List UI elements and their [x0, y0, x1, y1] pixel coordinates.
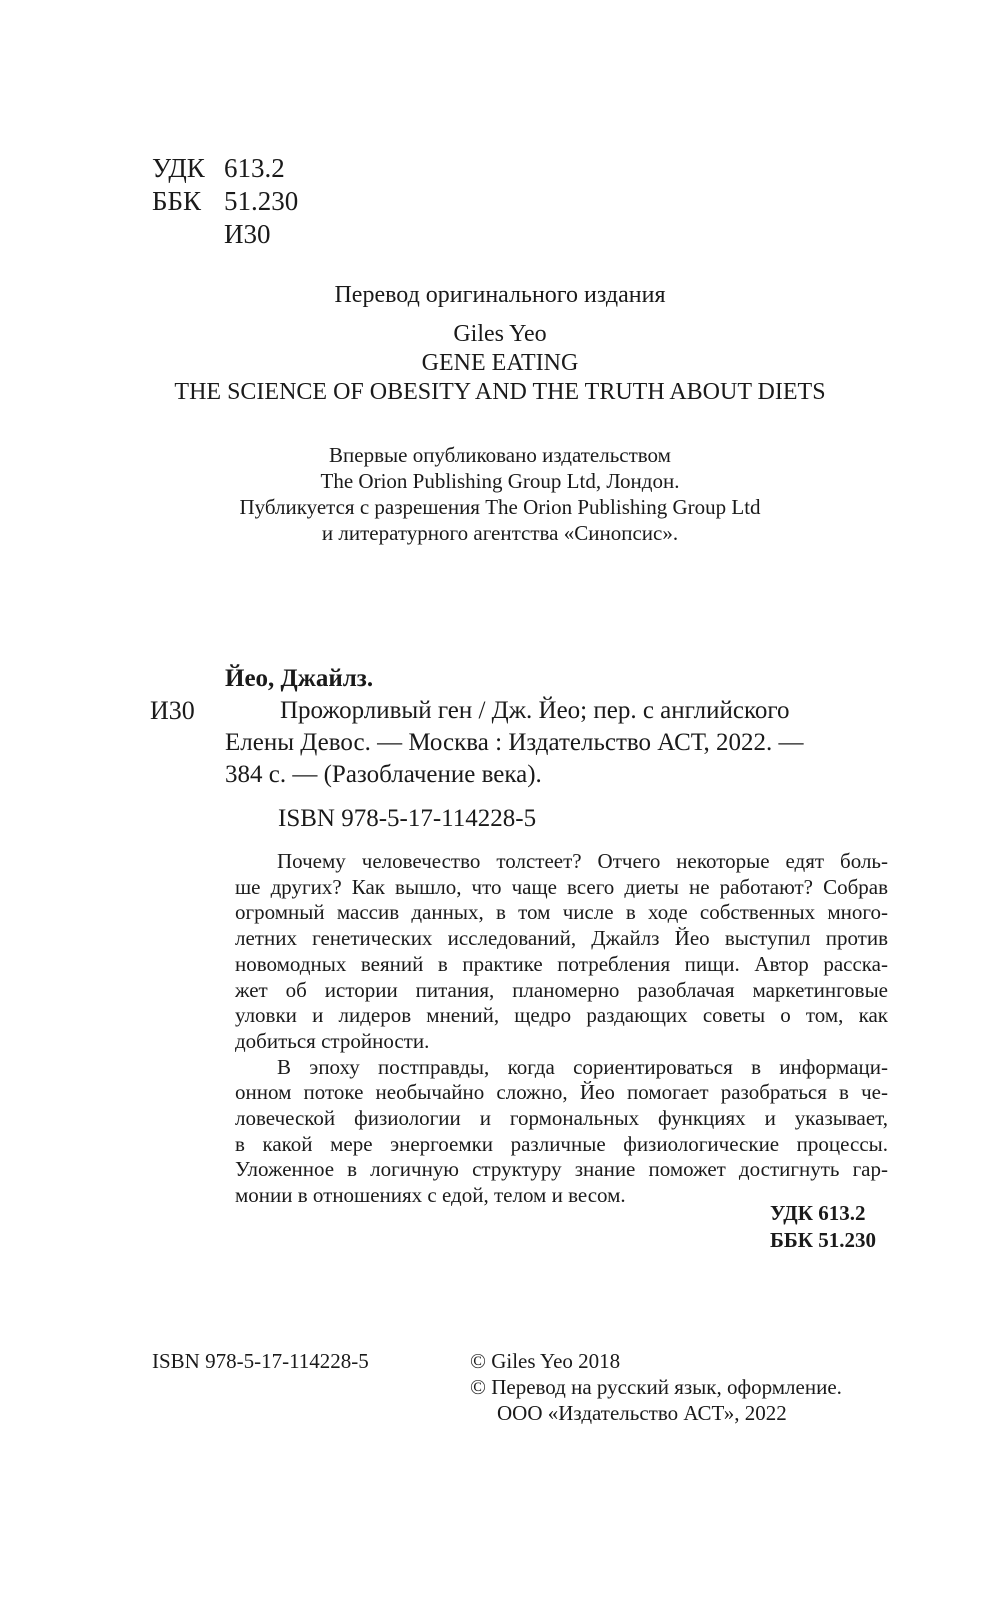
publication-note-line: Впервые опубликовано издательством — [329, 443, 671, 467]
annotation-line: добиться стройности. — [235, 1028, 430, 1053]
annotation-line: ловеческой физиологии и гормональных функциях и указывает, — [235, 1106, 888, 1131]
annotation-line: уловки и лидеров мнений, щедро раздающих советы о том, как — [235, 1003, 888, 1028]
original-subtitle: THE SCIENCE OF OBESITY AND THE TRUTH ABOUT DIETS — [174, 379, 826, 405]
annotation-line: ше других? Как вышло, что чаще всего диеты не работают? Собрав — [235, 874, 888, 899]
original-title: GENE EATING — [421, 350, 579, 376]
annotation — [235, 849, 888, 1209]
catalog-isbn: ISBN 978-5-17-114228-5 — [278, 805, 537, 832]
bbk-label: ББК — [152, 186, 202, 216]
publication-note-line: и литературного агентства «Синопсис». — [321, 521, 679, 545]
classification-block — [152, 152, 298, 251]
annotation-line: В эпоху постправды, когда сориентироваться в информаци- — [277, 1054, 888, 1079]
udk-value: 613.2 — [224, 153, 285, 183]
author-mark: И30 — [224, 219, 271, 249]
catalog-entry-line: 384 с. — (Разоблачение века). — [225, 761, 542, 788]
catalog-author-heading: Йео, Джайлз. — [225, 665, 374, 692]
annotation-line: монии в отношениях с едой, телом и весом. — [235, 1183, 626, 1208]
copyright-original: © Giles Yeo 2018 — [470, 1349, 621, 1373]
annotation-line: летних генетических исследований, Джайлз Йео выступил против — [235, 926, 888, 951]
bbk-value: 51.230 — [224, 186, 299, 216]
closing-bbk: ББК 51.230 — [770, 1228, 876, 1252]
catalog-entry-line: Прожорливый ген / Дж. Йео; пер. с английского — [280, 697, 790, 724]
original-edition-heading: Перевод оригинального издания — [334, 282, 666, 308]
annotation-line: Уложенное в логичную структуру знание поможет достигнуть гар- — [235, 1157, 888, 1182]
copyright-publisher: ООО «Издательство АСТ», 2022 — [497, 1401, 787, 1425]
original-author: Giles Yeo — [453, 321, 547, 347]
closing-udk: УДК 613.2 — [770, 1201, 866, 1225]
copyright-translation: © Перевод на русский язык, оформление. — [470, 1375, 842, 1399]
footer-isbn: ISBN 978-5-17-114228-5 — [152, 1349, 369, 1373]
catalog-entry-line: Елены Девос. — Москва : Издательство АСТ, 2022. — — [225, 729, 804, 756]
udk-label: УДК — [152, 153, 205, 183]
annotation-line: огромный массив данных, в том числе в ходе собственных много- — [235, 900, 888, 925]
publication-note-line: The Orion Publishing Group Ltd, Лондон. — [320, 469, 680, 493]
annotation-line: в какой мере энергоемки различные физиологические процессы. — [235, 1131, 888, 1156]
annotation-line: Почему человечество толстеет? Отчего некоторые едят боль- — [277, 849, 888, 873]
publication-note-line: Публикуется с разрешения The Orion Publishing Group Ltd — [239, 495, 761, 519]
annotation-line: онном потоке необычайно сложно, Йео помогает разобраться в че- — [235, 1080, 888, 1105]
annotation-line: жет об истории питания, планомерно разоблачая маркетинговые — [235, 977, 888, 1002]
catalog-author-mark: И30 — [150, 696, 195, 725]
annotation-line: новомодных веяний в практике потребления пищи. Автор расска- — [235, 951, 888, 976]
